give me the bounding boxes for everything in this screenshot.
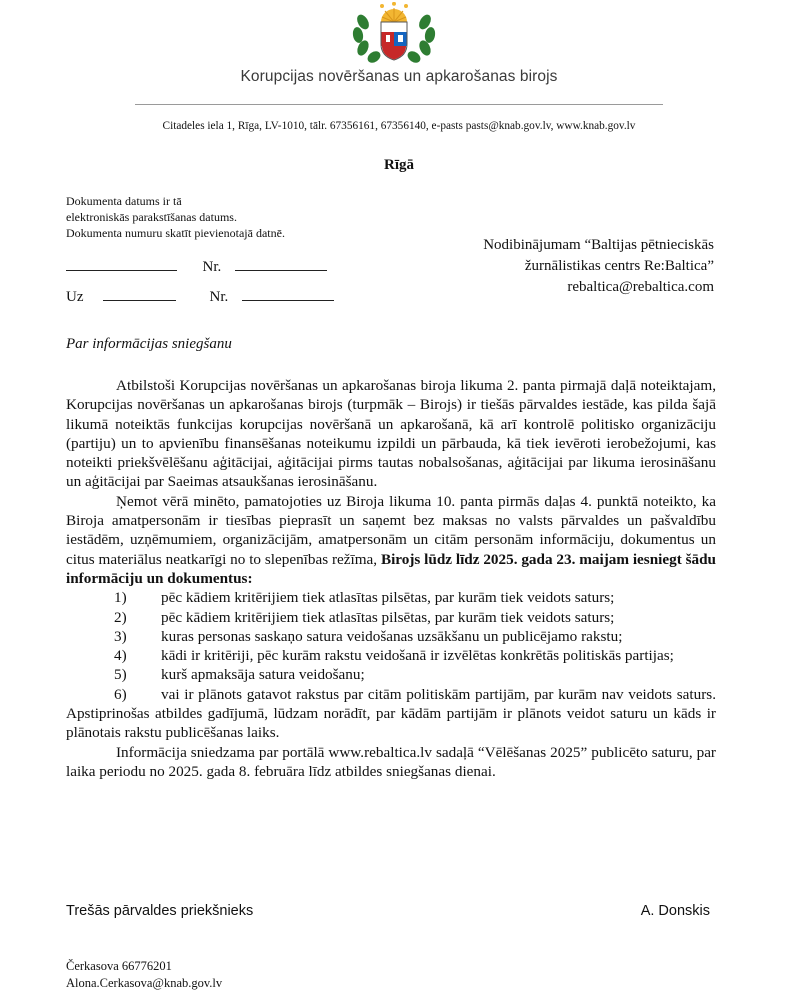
contact-email: Alona.Cerkasova@knab.gov.lv <box>66 976 223 990</box>
nr-label: Nr. <box>209 289 229 305</box>
list-item-text: pēc kādiem kritērijiem tiek atlasītas pilsētas, par kurām tiek veidots saturs; <box>161 589 615 607</box>
body-paragraph <box>66 492 716 588</box>
list-item-number: 3) <box>114 627 127 645</box>
list-item <box>66 588 716 607</box>
organization-name: Korupcijas novēršanas un apkarošanas birojs <box>240 68 558 85</box>
letter-body <box>66 376 716 781</box>
registration-number-line <box>66 256 327 276</box>
list-item-text: pēc kādiem kritērijiem tiek atlasītas pilsētas, par kurām tiek veidots saturs; <box>161 608 615 626</box>
body-paragraph-text: Ņemot vērā minēto, pamatojoties uz Biroja likuma 10. panta pirmās daļas 4. punktā noteikto, ka Biroja amatpersonām ir tiesības pieprasīt un saņemt bez maksas no valsts pārvaldes un pašvaldību iestādēm, uzņēmumiem, organizācijām, amatpersonām un citām personām informāciju, dokumentus un citus materiālus neatkarīgi no to slepenības režīma, <box>66 492 716 568</box>
recipient-email: rebaltica@rebaltica.com <box>567 279 714 295</box>
document-city: Rīgā <box>384 157 414 173</box>
date-blank <box>66 256 177 271</box>
body-paragraph: Atbilstoši Korupcijas novēršanas un apkarošanas biroja likuma 2. panta pirmajā daļā noteiktajam, Korupcijas novēršanas un apkarošanas birojs (turpmāk – Birojs) ir tiešās pārvaldes iestāde, kas pilda šajā likumā noteiktās funkcijas korupcijas novēršanā un apkarošanā, kā arī kontrolē politisko organizāciju (partiju) un to apvienību finansēšanas noteikumu izpildi un pārbauda, kā tiek ievēroti ierobežojumi, kas noteikti priekšvēlēšanu aģitācijai, aģitācijai pirms tautas nobalsošanas, aģitācijai par likuma ierosināšanu un aģitācijai par Saeimas atsaukšanas ierosināšanu. <box>66 377 716 491</box>
list-item-text: kuras personas saskaņo satura veidošanas uzsākšanu un publicējamo rakstu; <box>161 627 623 645</box>
nr-blank <box>235 256 327 271</box>
signatory-title: Trešās pārvaldes priekšnieks <box>66 903 254 919</box>
uz-label: Uz <box>66 289 84 305</box>
coat-of-arms-emblem <box>349 2 439 64</box>
list-item-number: 2) <box>114 608 127 626</box>
signatory-name: A. Donskis <box>640 903 710 919</box>
letter-subject: Par informācijas sniegšanu <box>66 336 232 352</box>
list-item <box>66 608 716 627</box>
date-note-line: elektroniskās parakstīšanas datums. <box>66 210 237 224</box>
list-item-text: kādi ir kritēriji, pēc kurām rakstu veidošanā ir izvēlētas konkrētās politiskās partijas; <box>161 647 674 665</box>
body-paragraph: Informācija sniedzama par portālā www.rebaltica.lv sadaļā “Vēlēšanas 2025” publicēto saturu, par laika periodu no 2025. gada 8. februāra līdz atbildes sniegšanas dienai. <box>66 743 716 780</box>
contact-phone: Čerkasova 66776201 <box>66 959 172 973</box>
list-item-text: kurš apmaksāja satura veidošanu; <box>161 666 365 684</box>
reference-number-line <box>66 286 334 306</box>
list-item-number: 1) <box>114 589 127 607</box>
request-deadline-text: Birojs lūdz līdz 2025. gada 23. maijam iesniegt šādu informāciju un dokumentus: <box>66 550 716 587</box>
organization-address: Citadeles iela 1, Rīga, LV-1010, tālr. 67356161, 67356140, e-pasts pasts@knab.gov.lv, www.knab.gov.lv <box>162 120 636 132</box>
list-item <box>66 627 716 646</box>
nr-blank <box>242 286 334 301</box>
document-date-note <box>66 193 285 241</box>
header-divider <box>135 104 663 105</box>
date-note-line: Dokumenta numuru skatīt pievienotajā datnē. <box>66 226 285 240</box>
list-item-number: 5) <box>114 666 127 684</box>
contact-info <box>66 958 222 992</box>
date-note-line: Dokumenta datums ir tā <box>66 194 182 208</box>
nr-label: Nr. <box>202 259 222 275</box>
recipient-line: Nodibinājumam “Baltijas pētnieciskās <box>483 237 714 253</box>
list-item <box>66 646 716 665</box>
list-item <box>66 665 716 684</box>
list-item-text: vai ir plānots gatavot rakstus par citām politiskām partijām, par kurām nav veidots saturs. Apstiprinošas atbildes gadījumā, lūdzam norādīt, par kādām partijām ir plānots veidot saturu un kāds ir plānotais rakstu publicēšanas laiks. <box>66 685 716 742</box>
recipient-line: žurnālistikas centrs Re:Baltica” <box>524 258 714 274</box>
list-item-number: 4) <box>114 647 127 665</box>
list-item <box>66 685 716 743</box>
recipient-block <box>483 235 714 298</box>
list-item-number: 6) <box>114 685 127 703</box>
uz-blank <box>103 286 176 301</box>
